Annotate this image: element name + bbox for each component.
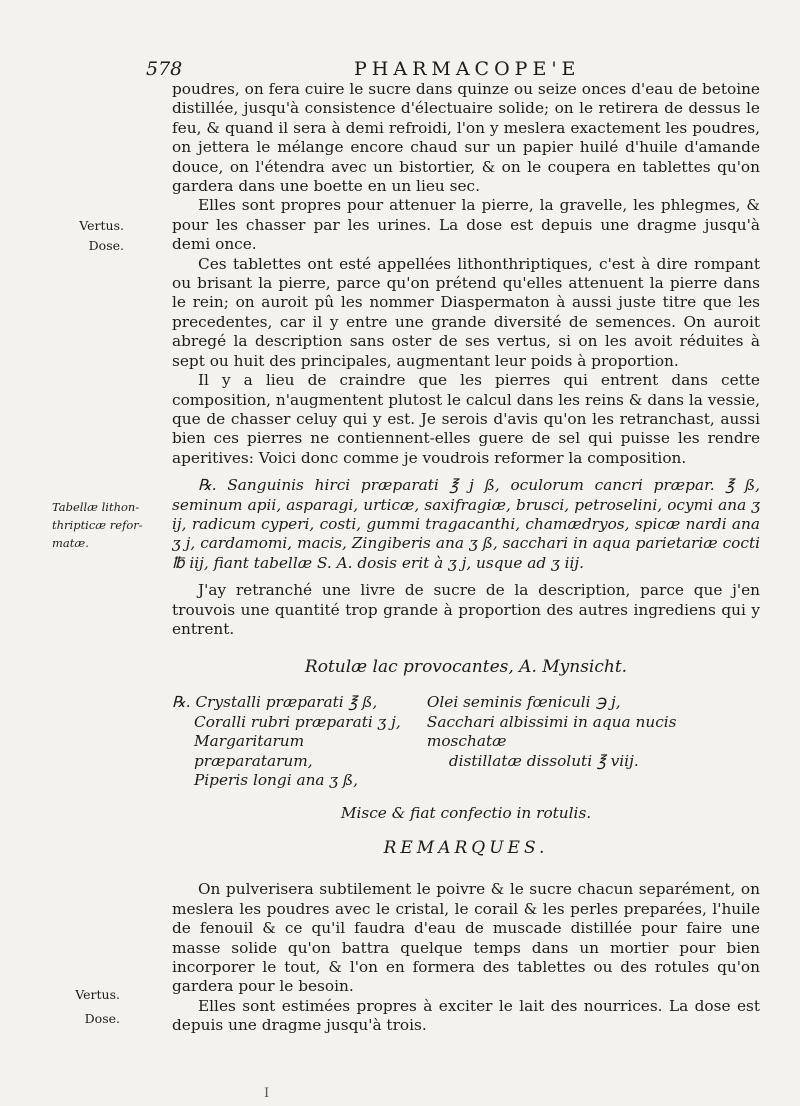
- margin-dose-label-2: Dose.: [84, 1011, 120, 1026]
- section-title-remarques: REMARQUES.: [383, 838, 549, 859]
- margin-tabellae-line3: matæ.: [52, 536, 89, 550]
- recipe-line: Olei seminis fœniculi ℈ j,: [426, 693, 621, 712]
- section-title-rotulae: Rotulæ lac provocantes, A. Mynsicht.: [304, 657, 628, 678]
- paragraph-6: On pulverisera subtilement le poivre & le sucre chacun separément, on meslera les poudres avec le cristal, le corail & les perles preparées, l'huile de fenouil & ce qu'il faudra d'eau de muscade distillée pour faire une masse solide qu'on battra quelque temps dans un mortier pour bien incorporer le tout, & l'on en formera des tablettes ou des rotules qu'on gardera pour le besoin.: [172, 880, 760, 996]
- running-title: PHARMACOPE'E: [354, 58, 581, 80]
- paragraph-7: Elles sont estimées propres à exciter le lait des nourrices. La dose est depuis une dragme jusqu'à trois.: [172, 996, 760, 1035]
- margin-note-vertus-2: [68, 986, 120, 1004]
- paragraph-5: J'ay retranché une livre de sucre de la description, parce que j'en trouvois une quantité trop grande à proportion des autres ingrediens qui y entrent.: [172, 581, 760, 638]
- recipe-line: distillatæ dissoluti ℥ viij.: [448, 751, 639, 770]
- page-header: [146, 58, 746, 82]
- recipe-line: Margaritarum præparatarum,: [194, 732, 313, 770]
- text-body: [172, 80, 760, 1036]
- recipe-tabellae: ℞. Sanguinis hirci præparati ℥ j ß, oculorum cancri præpar. ℥ ß, seminum apii, asparagi, urticæ, saxifragiæ, brusci, petroselini, ocymi ana ʒ ij, radicum cyperi, costi, gummi tragacanthi, chamædryos, spicæ nardi ana ʒ j, cardamomi, macis, Zingiberis ana ʒ ß, sacchari in aqua parietariæ cocti ℔ iij, fiant tabellæ S. A. dosis erit à ʒ j, usque ad ʒ iij.: [172, 476, 760, 572]
- margin-tabellae-line2: thripticæ refor-: [52, 518, 143, 532]
- margin-note-dose-2: [68, 1010, 120, 1028]
- recipe-line: Piperis longi ana ʒ ß,: [194, 771, 358, 789]
- recipe-line: ℞. Crystalli præparati ℥ ß,: [172, 693, 378, 712]
- margin-dose-label: Dose.: [88, 238, 124, 253]
- recipe-line: Coralli rubri præparati ʒ j,: [194, 712, 401, 731]
- recipe-line: Sacchari albissimi in aqua nucis moschatæ: [426, 712, 677, 751]
- margin-note-tabellae: [52, 498, 152, 552]
- margin-vertus-label: Vertus.: [79, 218, 124, 233]
- margin-tabellae-line1: Tabellæ lithon-: [52, 500, 140, 514]
- recipe-right-column: [427, 693, 760, 790]
- footer-mark: I: [264, 1086, 270, 1101]
- paragraph-4: Il y a lieu de craindre que les pierres qui entrent dans cette composition, n'augmentent plutost le calcul dans les reins & dans la vessie, que de chasser celuy qui y est. Je serois d'avis qu'on les retranchast, aussi bien ces pierres ne contiennent-elles guere de sel qui puisse les rendre aperitives: Voici donc comme je voudrois reformer la composition.: [172, 371, 760, 467]
- margin-note-dose: [72, 237, 124, 255]
- margin-vertus-label-2: Vertus.: [75, 987, 120, 1002]
- recipe-rotulae: [172, 693, 760, 790]
- margin-note-vertus: [72, 217, 124, 235]
- misce-line: Misce & fiat confectio in rotulis.: [340, 804, 592, 823]
- recipe-left-column: [172, 693, 427, 790]
- paragraph-1: poudres, on fera cuire le sucre dans quinze ou seize onces d'eau de betoine distillée, jusqu'à consistence d'électuaire solide; on le retirera de dessus le feu, & quand il sera à demi refroidi, l'on y meslera exactement les poudres, on jettera le mélange encore chaud sur un papier huilé d'huile d'amande douce, on l'étendra avec un bistortier, & on le coupera en tablettes qu'on gardera dans une boette en un lieu sec.: [172, 80, 760, 196]
- paragraph-3: Ces tablettes ont esté appellées lithonthriptiques, c'est à dire rompant ou brisant la pierre, parce qu'on prétend qu'elles attenuent la pierre dans le rein; on auroit pû les nommer Diaspermaton à aussi juste titre que les precedentes, car il y entre une grande diversité de semences. On auroit abregé la description sans oster de ses vertus, si on les avoit réduites à sept ou huit des principales, augmentant leur poids à proportion.: [172, 254, 760, 370]
- paragraph-2: Elles sont propres pour attenuer la pierre, la gravelle, les phlegmes, & pour les chasser par les urines. La dose est depuis une dragme jusqu'à demi once.: [172, 196, 760, 254]
- page-number: 578: [146, 58, 183, 80]
